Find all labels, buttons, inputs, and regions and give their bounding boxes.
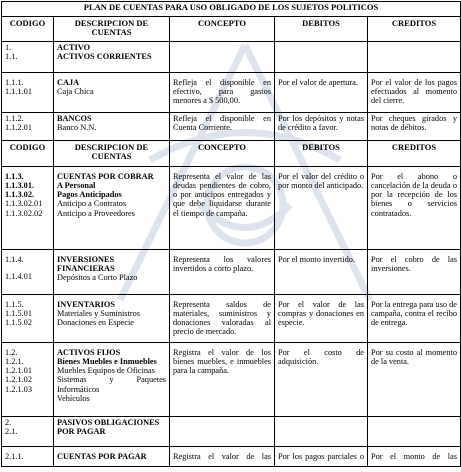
creditos-cell: Por el valor de los pagos efectuados al momento del cierre. [368,73,461,113]
description-cell: INVENTARIOS Materiales y Suministros Donaciones en Especie [54,295,170,343]
table-row [2,42,461,73]
creditos-cell: Por el cobro de las inversiones. [368,250,461,295]
concepto-cell [170,417,275,447]
title-row [2,2,461,17]
codes-cell: 1.1.4. 1.1.4.01 [2,250,54,295]
header-row-repeat [2,141,461,167]
debitos-cell: Por el valor de las compras y donaciones en especie. [275,295,368,343]
header-debitos: DEBITOS [275,141,368,167]
accounts-table [1,1,461,467]
creditos-cell [368,417,461,447]
debitos-cell: Por el valor del crédito o por monto del anticipado. [275,167,368,250]
header-concepto: CONCEPTO [170,141,275,167]
codes-cell: 1.2. 1.2.1. 1.2.1.01 1.2.1.02 1.2.1.03 [2,343,54,417]
table-row [2,295,461,343]
debitos-cell: Por los depósitos y notas de crédito a favor. [275,113,368,141]
concepto-cell: Representa el valor de las deudas pendientes de cobro, o por anticipos entregados y que debe liquidarse durante el tiempo de campaña. [170,167,275,250]
table-row [2,250,461,295]
codes-cell: 1.1.5. 1.1.5.01 1.1.5.02 [2,295,54,343]
header-row [2,17,461,42]
header-creditos: CREDITOS [368,17,461,42]
description-cell: BANCOS Banco N.N. [54,113,170,141]
debitos-cell: Por el valor de apertura. [275,73,368,113]
concepto-cell [170,42,275,73]
codes-cell: 1.1.1. 1.1.1.01 [2,73,54,113]
concepto-cell: Representa saldos de materiales, suministros y donaciones valoradas al precio de mercado. [170,295,275,343]
description-cell: PASIVOS OBLIGACIONES POR PAGAR [54,417,170,447]
creditos-cell: Por el abono o cancelación de la deuda o por la recepción de los bienes o servicios contratados. [368,167,461,250]
debitos-cell: Por el costo de adquisición. [275,343,368,417]
table-row [2,167,461,250]
header-descripcion: DESCRIPCION DE CUENTAS [54,17,170,42]
table-row [2,447,461,467]
header-debitos: DEBITOS [275,17,368,42]
concepto-cell: Refleja el disponible en Cuenta Corriente. [170,113,275,141]
concepto-cell: Representa los valores invertidos a corto plazo. [170,250,275,295]
description-cell: ACTIVOS FIJOS Bienes Muebles e Inmuebles Muebles Equipos de Oficinas Sistemas y Paquetes Informáticos Vehículos [54,343,170,417]
creditos-cell: Por cheques girados y notas de débitos. [368,113,461,141]
debitos-cell [275,42,368,73]
codes-cell: 1.1.2. 1.1.2.01 [2,113,54,141]
concepto-cell: Registra el valor de los bienes muebles, e inmuebles para la campaña. [170,343,275,417]
table-row [2,417,461,447]
header-concepto: CONCEPTO [170,17,275,42]
debitos-cell: Por el monto invertido. [275,250,368,295]
creditos-cell: Por su costo al momento de la venta. [368,343,461,417]
creditos-cell [368,42,461,73]
document-title: PLAN DE CUENTAS PARA USO OBLIGADO DE LOS SUJETOS POLITICOS [2,2,461,17]
debitos-cell [275,417,368,447]
header-codigo: CODIGO [2,141,54,167]
debitos-cell: Por los pagos parciales o [275,447,368,467]
creditos-cell: Por la entrega para uso de campaña, contra el recibo de entrega. [368,295,461,343]
codes-cell: 2. 2.1. [2,417,54,447]
concepto-cell: Refleja el disponible en efectivo, para gastos menores a $ 500,00. [170,73,275,113]
description-cell: CUENTAS POR COBRAR A Personal Pagos Anticipados Anticipo a Contratos Anticipo a Proveedores [54,167,170,250]
header-codigo: CODIGO [2,17,54,42]
header-creditos: CREDITOS [368,141,461,167]
codes-cell: 2.1.1. [2,447,54,467]
description-cell: CAJA Caja Chica [54,73,170,113]
header-descripcion: DESCRIPCION DE CUENTAS [54,141,170,167]
description-cell: INVERSIONES FINANCIERAS Depósitos a Corto Plazo [54,250,170,295]
description-cell: ACTIVO ACTIVOS CORRIENTES [54,42,170,73]
codes-cell: 1. 1.1. [2,42,54,73]
creditos-cell: Por el monto de las [368,447,461,467]
codes-cell: 1.1.3. 1.1.3.01. 1.1.3.02. 1.1.3.02.01 1.1.3.02.02 [2,167,54,250]
table-row [2,343,461,417]
description-cell: CUENTAS POR PAGAR [54,447,170,467]
table-row [2,73,461,113]
table-row [2,113,461,141]
concepto-cell: Registra el valor de las [170,447,275,467]
